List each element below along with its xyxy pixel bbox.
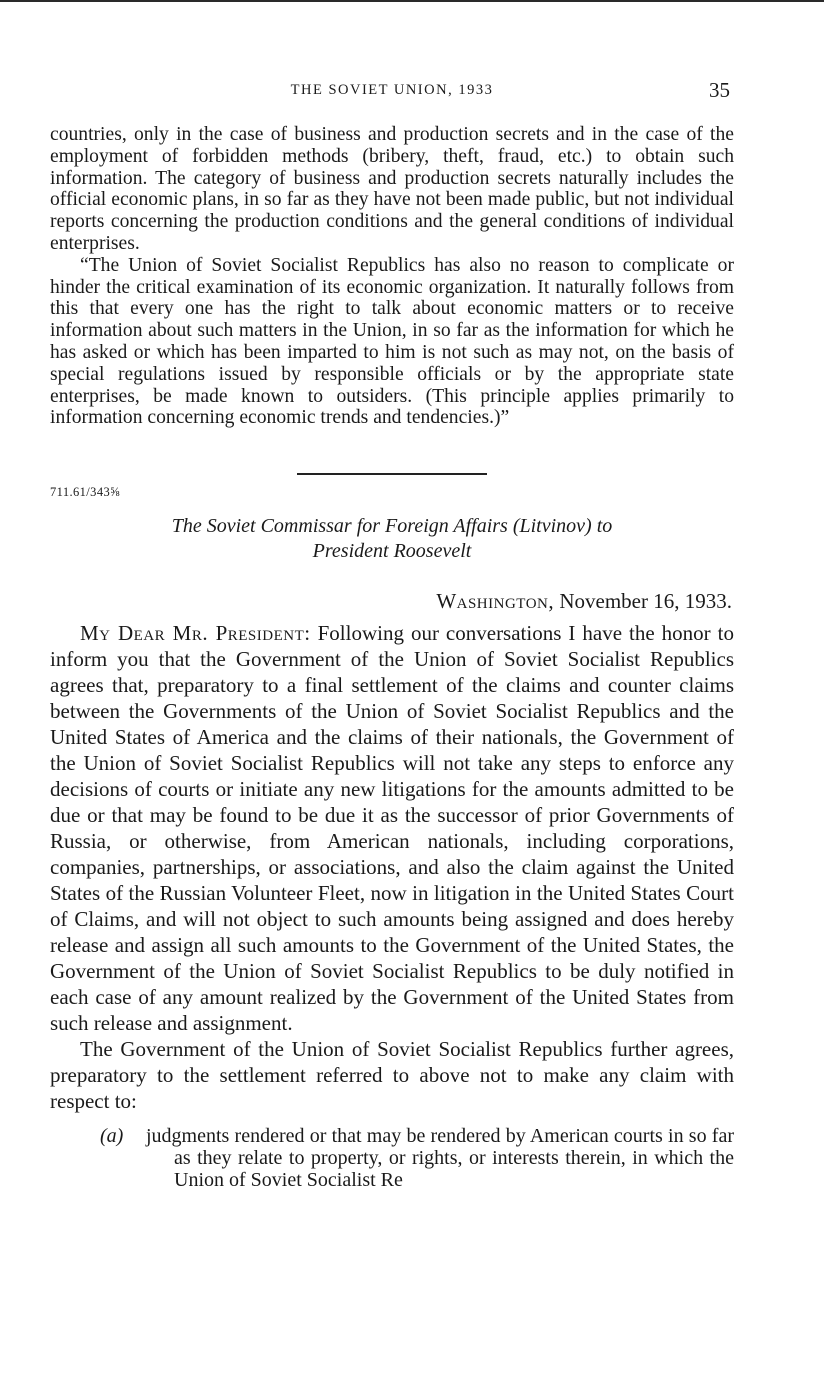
running-head <box>50 78 734 108</box>
dateline <box>50 588 734 614</box>
page <box>50 78 734 1191</box>
letter-paragraph-1-text: Following our conversations I have the honor to inform you that the Government of the Union of Soviet Socialist Republics agrees that, preparatory to a final settlement of the claims and counter claims between the Governments of the Union of Soviet Socialist Republics and the United States of America and the claims of their nationals, the Government of the Union of Soviet Socialist Republics will not take any steps to enforce any decisions of courts or initiate any new litigations for the amounts admitted to be due or that may be found to be due it as the successor of prior Governments of Russia, or otherwise, from American nationals, including corporations, companies, partnerships, or associations, and also the claim against the United States of the Russian Volunteer Fleet, now in litigation in the United States Court of Claims, and will not object to such amounts being assigned and does hereby release and assign all such amounts to the Government of the United States, the Government of the Union of Soviet Socialist Republics to be duly notified in each case of any amount realized by the Government of the United States from such release and assignment. <box>50 621 734 1036</box>
dateline-date: November 16, 1933. <box>559 589 732 614</box>
document-title-line-2: President Roosevelt <box>312 540 472 563</box>
page-number: 35 <box>709 78 730 102</box>
salutation: My Dear Mr. President: <box>80 621 311 646</box>
running-head-title: THE SOVIET UNION, 1933 <box>290 82 494 98</box>
letter-body <box>50 620 734 1114</box>
continued-paragraph-1: countries, only in the case of business and production secrets and in the case of the employment of forbidden methods (bribery, theft, fraud, etc.) to obtain such information. The category of business and production secrets naturally includes the official economic plans, in so far as they have not been made public, but not individual reports concerning the production conditions and the general conditions of individual enterprises. <box>50 124 734 254</box>
continued-paragraph-2: “The Union of Soviet Socialist Republics has also no reason to complicate or hinder the critical examination of its economic organization. It naturally follows from this that every one has the right to talk about economic matters or to receive information about such matters in the Union, in so far as the information for which he has asked or which has been imparted to him is not such as may not, on the basis of special regulations issued by responsible officials or by the appropriate state enterprises, be made known to outsiders. (This principle applies primarily to information concerning economic trends and tendencies.)” <box>50 254 734 429</box>
document-title <box>50 514 734 564</box>
top-border-rule <box>0 0 824 2</box>
document-title-line-1: The Soviet Commissar for Foreign Affairs (Litvinov) to <box>171 515 613 538</box>
list-item-a-text: judgments rendered or that may be rendered by American courts in so far as they relate to property, or rights, or interests therein, in which the Union of Soviet Socialist Re <box>146 1125 734 1192</box>
dateline-place: Washington, <box>436 589 555 614</box>
continued-text <box>50 124 734 429</box>
list-item-a-label: (a) <box>100 1125 124 1148</box>
letter-paragraph-1 <box>50 620 734 1036</box>
list-item-a <box>50 1125 734 1191</box>
section-divider <box>297 473 487 475</box>
file-reference: 711.61/343⅝ <box>50 485 120 500</box>
letter-paragraph-2: The Government of the Union of Soviet Socialist Republics further agrees, preparatory to the settlement referred to above not to make any claim with respect to: <box>50 1037 734 1114</box>
